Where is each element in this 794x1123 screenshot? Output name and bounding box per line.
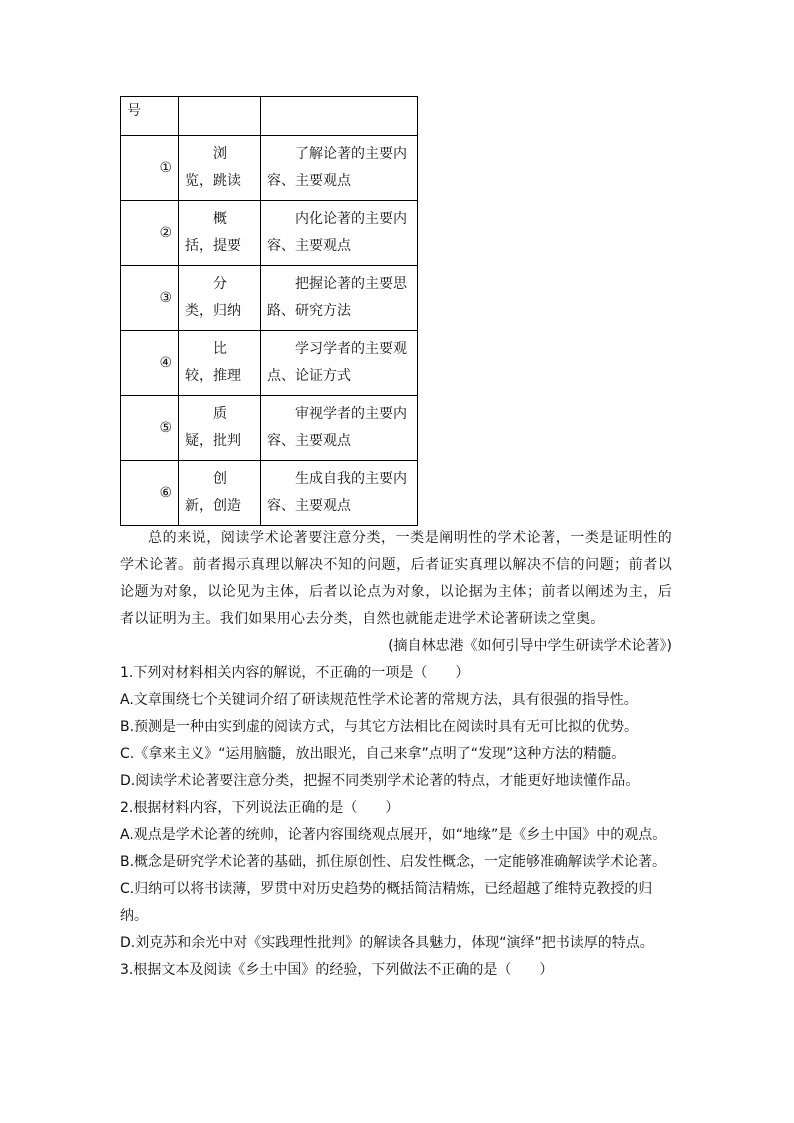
table-row [121,201,418,266]
table-row [121,461,418,526]
question-option: C.归纳可以将书读薄，罗贯中对历史趋势的概括简洁精炼，已经超越了维特克教授的归纳。 [120,881,653,924]
question-stem: 1.下列对材料相关内容的解说，不正确的一项是（ ） [120,665,470,681]
summary-block [120,525,672,633]
row-number: ① [121,136,179,201]
question-option: B.概念是研究学术论著的基础，抓住原创性、启发性概念，一定能够准确解读学术论著。 [120,854,667,870]
row-goal: 生成自我的主要内 容、主要观点 [261,461,418,526]
row-method: 比 较，推理 [179,331,261,396]
row-goal: 审视学者的主要内 容、主要观点 [261,396,418,461]
row-number: ④ [121,331,179,396]
question-stem: 3.根据文本及阅读《乡土中国》的经验，下列做法不正确的是（ ） [120,962,554,978]
question-option: C.《拿来主义》“运用脑髓，放出眼光，自己来拿”点明了“发现”这种方法的精髓。 [120,746,626,762]
table-row [121,331,418,396]
row-goal: 学习学者的主要观 点、论证方式 [261,331,418,396]
row-number: ② [121,201,179,266]
row-method: 分 类，归纳 [179,266,261,331]
row-number: ⑤ [121,396,179,461]
row-method: 浏 览，跳读 [179,136,261,201]
table-row [121,396,418,461]
row-number: ⑥ [121,461,179,526]
questions-block [120,660,672,984]
row-method: 质 疑，批判 [179,396,261,461]
question-option: D.刘克苏和余光中对《实践理性批判》的解读各具魅力，体现“演绎”把书读厚的特点。 [120,935,654,951]
row-number: ③ [121,266,179,331]
question-stem: 2.根据材料内容，下列说法正确的是（ ） [120,800,400,816]
question-option: B.预测是一种由实到虚的阅读方式，与其它方法相比在阅读时具有无可比拟的优势。 [120,719,639,735]
row-goal: 了解论著的主要内 容、主要观点 [261,136,418,201]
row-method: 概 括，提要 [179,201,261,266]
source-citation: (摘自林忠港《如何引导中学生研读学术论著》) [388,638,672,654]
table-row [121,136,418,201]
row-method: 创 新，创造 [179,461,261,526]
reading-methods-table [120,96,418,526]
header-cell-method [179,97,261,136]
question-option: A.观点是学术论著的统帅，论著内容围绕观点展开，如“地缘”是《乡土中国》中的观点。 [120,827,667,843]
header-cell-goal [261,97,418,136]
row-goal: 把握论著的主要思 路、研究方法 [261,266,418,331]
summary-paragraph: 总的来说，阅读学术论著要注意分类，一类是阐明性的学术论著，一类是证明性的学术论著。前者揭示真理以解决不知的问题，后者证实真理以解决不信的问题；前者以论题为对象，以论见为主体，后者以论点为对象，以论据为主体；前者以阐述为主，后者以证明为主。我们如果用心去分类，自然也就能走进学术论著研读之堂奥。 [120,530,672,627]
row-goal: 内化论著的主要内 容、主要观点 [261,201,418,266]
table-header-row [121,97,418,136]
question-option: D.阅读学术论著要注意分类，把握不同类别学术论著的特点，才能更好地读懂作品。 [120,773,640,789]
header-cell-number: 号 [121,97,179,136]
question-option: A.文章围绕七个关键词介绍了研读规范性学术论著的常规方法，具有很强的指导性。 [120,692,638,708]
table-row [121,266,418,331]
